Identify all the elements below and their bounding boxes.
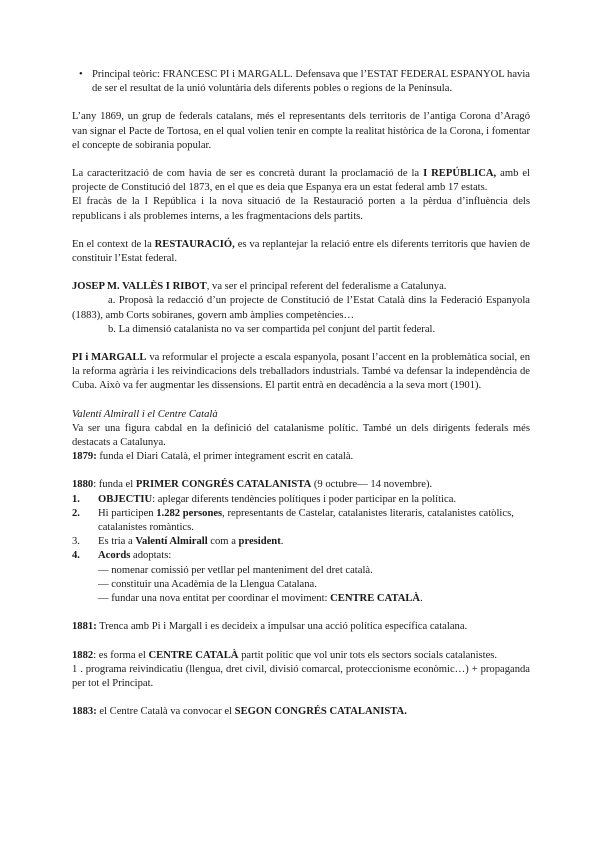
- y1882-post: partit polític que vol unir tots els sectors socials catalanistes.: [238, 649, 498, 661]
- valles-bold: JOSEP M. VALLÈS I RIBOT: [72, 281, 207, 293]
- y1879-post: funda el Diari Català, el primer íntegrament escrit en català.: [96, 451, 354, 463]
- c1880-item-3: [72, 535, 530, 549]
- acord3-post: .: [420, 593, 423, 605]
- item-text: : aplegar diferents tendències polítiques i poder participar en la política.: [152, 493, 457, 505]
- section-1880: [72, 478, 530, 606]
- y1882-pre: : es forma el: [93, 649, 149, 661]
- item-number: 1.: [72, 493, 80, 505]
- c1880-item-2: [72, 507, 530, 535]
- item-number: 4.: [72, 550, 80, 562]
- valles-item-a: a. Proposà la redacció d’un projecte de Constitució de l’Estat Català dins la Federació Espanyola (1883), amb Corts sobiranes, govern amb àmplies competències…: [72, 295, 530, 321]
- bullet-text: Principal teòric: FRANCESC PI i MARGALL. Defensava que l’ESTAT FEDERAL ESPANYOL havia de ser el resultat de la unió voluntària dels diferents pobles o regions de la Península.: [92, 69, 530, 95]
- section-almirall: [72, 408, 530, 465]
- acord3-bold: CENTRE CATALÀ: [330, 593, 421, 605]
- item-text: adoptats:: [130, 550, 172, 562]
- paragraph-pi-margall: [72, 351, 530, 394]
- c1880-heading: [72, 478, 530, 492]
- c1880-item-4: [72, 549, 530, 563]
- bullet-dot-icon: •: [79, 69, 83, 80]
- c1880-pre: : funda el: [93, 479, 136, 491]
- item-bold: Acords: [98, 550, 131, 562]
- paragraph-republica: [72, 167, 530, 195]
- republica-post: amb el projecte de Constitució del 1873, en el que es deia que Espanya era un estat federal amb 17 estats.: [72, 168, 530, 194]
- y1882-line1: 1 . programa reivindicatiu (llengua, dret civil, divisió comarcal, proteccionisme econòmic…) + propaganda per tot el Principat.: [72, 663, 530, 689]
- y1879-bold: 1879:: [72, 451, 97, 463]
- item-number: 3.: [72, 536, 80, 548]
- c1880-bold: PRIMER CONGRÉS CATALANISTA: [135, 479, 312, 491]
- c1880-item-1: [72, 493, 530, 507]
- y1883-pre: el Centre Català va convocar el: [96, 706, 235, 718]
- valles-post: , va ser el principal referent del federalisme a Catalunya.: [206, 281, 447, 293]
- republica-bold: I REPÚBLICA,: [423, 168, 497, 180]
- item-bold2: president: [238, 536, 281, 548]
- y1883-bold: 1883:: [72, 706, 97, 718]
- paragraph-valles: [72, 280, 530, 294]
- item-bold: 1.282 persones: [156, 507, 223, 519]
- item-bold: Valentí Almirall: [135, 536, 208, 548]
- almirall-1879: [72, 450, 530, 464]
- y1882-bold2: CENTRE CATALÀ: [148, 649, 239, 661]
- document-page: [72, 68, 530, 719]
- section-1882: [72, 649, 530, 692]
- paragraph-1881: [72, 620, 530, 634]
- c1880-year: 1880: [72, 479, 94, 491]
- restauracio-post: es va replantejar la relació entre els diferents territoris que havien de constituir l’Estat federal.: [72, 238, 530, 265]
- acord-3: [98, 592, 530, 606]
- item-mid: com a: [207, 536, 239, 548]
- y1881-bold: 1881:: [72, 621, 97, 633]
- item-text: , representants de Castelar, catalanistes literaris, catalanistes catòlics, catalanistes romàntics.: [98, 507, 514, 534]
- acord-1: — nomenar comissió per vetllar pel manteniment del dret català.: [98, 564, 373, 576]
- pi-bold: PI i MARGALL: [72, 352, 147, 364]
- restauracio-bold: RESTAURACIÓ,: [154, 238, 235, 250]
- paragraph-restauracio: [72, 238, 530, 266]
- paragraph-1882: [72, 649, 530, 663]
- y1881-text: Trenca amb Pi i Margall i es decideix a impulsar una acció política específica catalana.: [96, 621, 468, 633]
- item-pre: Hi participen: [98, 507, 157, 519]
- almirall-title-text: Valentí Almirall i el Centre Català: [72, 408, 218, 420]
- almirall-title: [72, 408, 530, 422]
- republica-pre: La caracterització de com havia de ser es concretà durant la proclamació de la: [72, 168, 424, 180]
- item-bold: OBJECTIU: [98, 493, 153, 505]
- valles-item-b: b. La dimensió catalanista no va ser compartida pel conjunt del partit federal.: [108, 323, 436, 335]
- acord-2: — constituir una Acadèmia de la Llengua Catalana.: [98, 578, 317, 590]
- acord3-pre: — fundar una nova entitat per coordinar el moviment:: [98, 593, 331, 605]
- paragraph-1869: L’any 1869, un grup de federals catalans, més el representants dels territoris de l’antiga Corona d’Aragó van signar el Pacte de Tortosa, en el qual volien tenir en compte la realitat històrica de la Corona, i fomentar el concepte de sobirania popular.: [72, 111, 530, 151]
- y1883-bold2: SEGON CONGRÉS CATALANISTA.: [234, 706, 407, 718]
- y1882-bold: 1882: [72, 649, 94, 661]
- item-text: .: [280, 536, 284, 548]
- restauracio-pre: En el context de la: [72, 238, 155, 250]
- almirall-text: Va ser una figura cabdal en la definició del catalanisme polític. També un dels dirigents federals més destacats a Catalunya.: [72, 422, 530, 449]
- section-republica: [72, 167, 530, 224]
- c1880-acords: [72, 564, 530, 607]
- section-valles: [72, 280, 530, 337]
- item-number: 2.: [72, 507, 80, 519]
- bullet-pi-margall: [74, 68, 530, 96]
- paragraph-fracas: El fracàs de la I República i la nova situació de la Restauració porten a la pèrdua d’influència dels republicans i als problemes interns, a les fragmentacions dels partits.: [72, 196, 530, 222]
- item-pre: Es tria a: [98, 536, 136, 548]
- paragraph-1883: [72, 705, 530, 719]
- pi-post: va reformular el projecte a escala espanyola, posant l’accent en la problemàtica social, en la reforma agrària i les reivindicacions dels treballadors industrials. També va defensar la independència de Cuba. Això va fer augmentar les dissensions. El partit entrà en decadència a la seva mort (1901).: [72, 352, 530, 392]
- c1880-post: (9 octubre— 14 novembre).: [311, 479, 433, 491]
